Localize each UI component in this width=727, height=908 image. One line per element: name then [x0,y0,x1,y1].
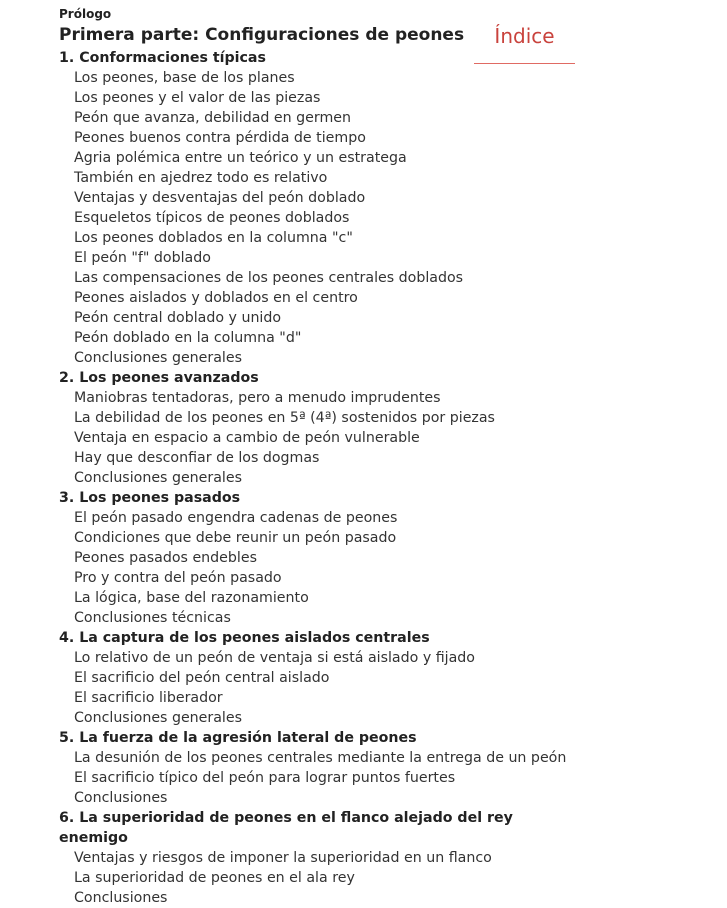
section-link[interactable]: El peón pasado engendra cadenas de peones [74,510,398,526]
section-link[interactable]: Condiciones que debe reunir un peón pasado [74,530,397,546]
section-link[interactable]: Los peones doblados en la columna "c" [74,230,353,246]
chapter-title[interactable]: 2. Los peones avanzados [59,370,259,386]
section-link[interactable]: Peones aislados y doblados en el centro [74,290,358,306]
section-link[interactable]: La debilidad de los peones en 5ª (4ª) sostenidos por piezas [74,410,495,426]
section-list [59,848,579,908]
section-link[interactable]: Conclusiones [74,890,168,906]
index-underline [474,63,575,64]
section-link[interactable]: Peones buenos contra pérdida de tiempo [74,130,366,146]
index-link[interactable]: Índice [494,24,555,48]
section-link[interactable]: Esqueletos típicos de peones doblados [74,210,350,226]
section-link[interactable]: Los peones y el valor de las piezas [74,90,321,106]
section-link[interactable]: Pro y contra del peón pasado [74,570,282,586]
section-link[interactable]: Maniobras tentadoras, pero a menudo imprudentes [74,390,441,406]
table-of-contents [59,6,579,908]
section-link[interactable]: Agria polémica entre un teórico y un estratega [74,150,407,166]
section-link[interactable]: La lógica, base del razonamiento [74,590,309,606]
section-list [59,68,579,368]
section-link[interactable]: El peón "f" doblado [74,250,211,266]
section-link[interactable]: Conclusiones técnicas [74,610,231,626]
section-link[interactable]: Los peones, base de los planes [74,70,295,86]
section-link[interactable]: Conclusiones [74,790,168,806]
chapter-title[interactable]: 1. Conformaciones típicas [59,50,266,66]
section-link[interactable]: Conclusiones generales [74,470,242,486]
section-list [59,508,579,628]
section-link[interactable]: También en ajedrez todo es relativo [74,170,328,186]
section-link[interactable]: Peón central doblado y unido [74,310,282,326]
section-link[interactable]: Lo relativo de un peón de ventaja si está aislado y fijado [74,650,475,666]
section-link[interactable]: Peón que avanza, debilidad en germen [74,110,352,126]
section-link[interactable]: La superioridad de peones en el ala rey [74,870,355,886]
chapter-title[interactable]: 3. Los peones pasados [59,490,241,506]
part-title[interactable]: Primera parte: Configuraciones de peones [59,25,465,45]
section-link[interactable]: Conclusiones generales [74,710,242,726]
section-list [59,388,579,488]
section-link[interactable]: Ventajas y desventajas del peón doblado [74,190,366,206]
prologue-link[interactable]: Prólogo [59,7,112,21]
section-list [59,748,579,808]
section-link[interactable]: Conclusiones generales [74,350,242,366]
chapter-title[interactable]: 4. La captura de los peones aislados centrales [59,630,430,646]
section-link[interactable]: El sacrificio del peón central aislado [74,670,330,686]
section-link[interactable]: Las compensaciones de los peones centrales doblados [74,270,464,286]
chapter-list [59,48,579,908]
chapter-title[interactable]: 5. La fuerza de la agresión lateral de peones [59,730,417,746]
section-link[interactable]: La desunión de los peones centrales mediante la entrega de un peón [74,750,567,766]
section-link[interactable]: El sacrificio típico del peón para lograr puntos fuertes [74,770,456,786]
section-link[interactable]: Hay que desconfiar de los dogmas [74,450,320,466]
section-list [59,648,579,728]
section-link[interactable]: Ventajas y riesgos de imponer la superioridad en un flanco [74,850,492,866]
chapter-title[interactable]: 6. La superioridad de peones en el flanco alejado del rey enemigo [59,810,513,846]
section-link[interactable]: Ventaja en espacio a cambio de peón vulnerable [74,430,420,446]
section-link[interactable]: Peón doblado en la columna "d" [74,330,302,346]
section-link[interactable]: Peones pasados endebles [74,550,257,566]
section-link[interactable]: El sacrificio liberador [74,690,223,706]
